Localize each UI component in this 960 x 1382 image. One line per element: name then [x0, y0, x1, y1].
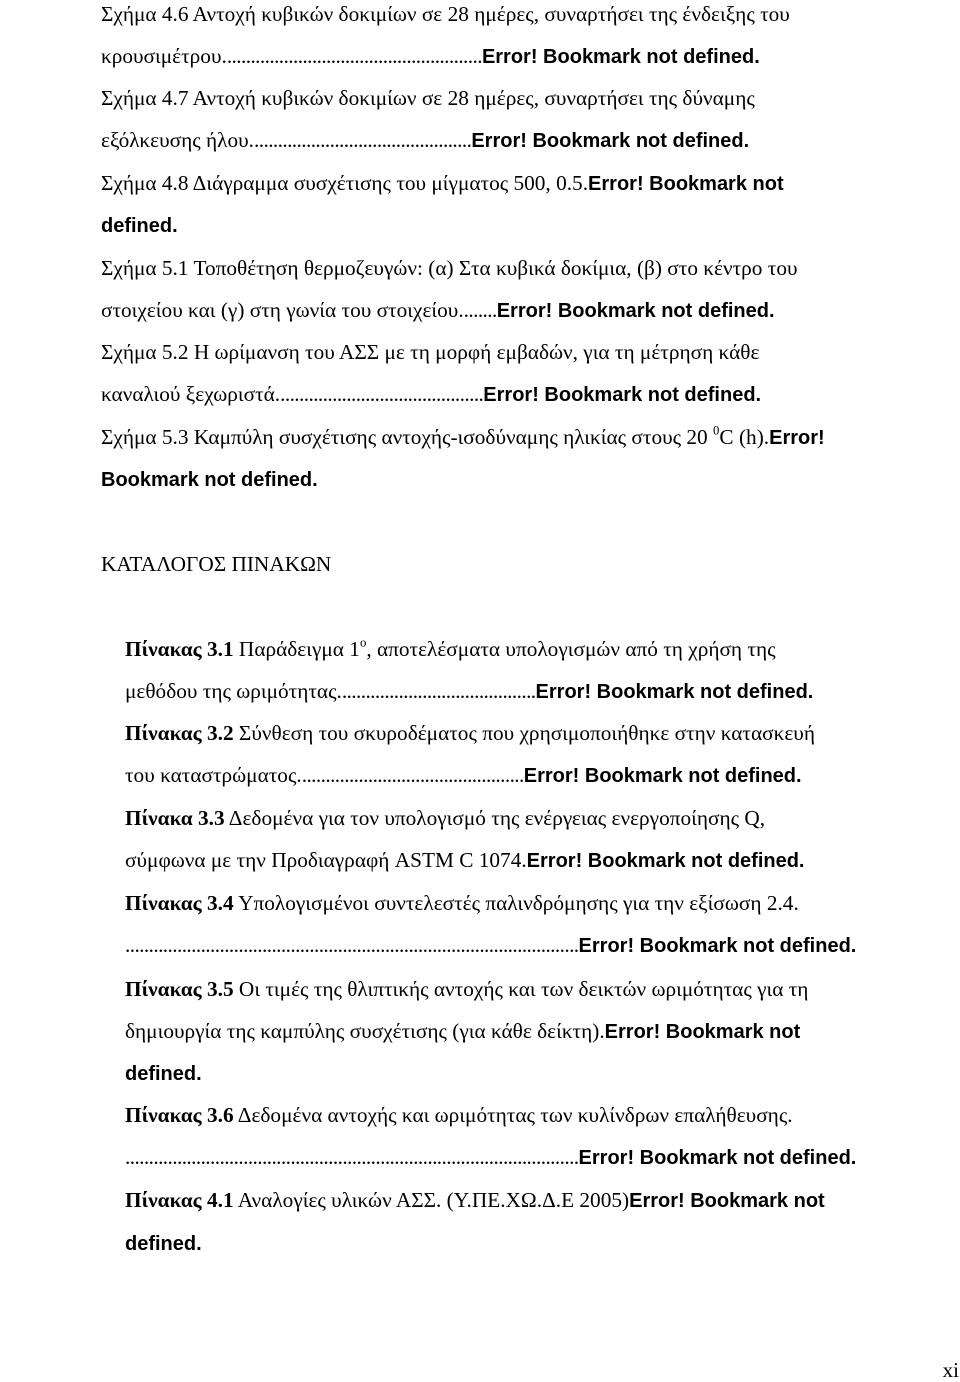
table-entry-3-5-line2: δημιουργία της καμπύλης συσχέτισης (για κάθε δείκτη).Error! Bookmark not	[125, 1019, 801, 1043]
table-entry-3-1-line2: μεθόδου της ωριμότητας..........................................Error! Bookmark not defined.	[125, 679, 814, 703]
error-bookmark: Error! Bookmark not	[629, 1190, 825, 1212]
table-entry-3-5-line3: defined.	[125, 1063, 202, 1085]
figure-entry-5-2-line1: Σχήμα 5.2 Η ωρίμανση του ΑΣΣ με τη μορφή εμβαδών, για τη μέτρηση κάθε	[101, 340, 760, 364]
table-entry-3-4-line1: Πίνακας 3.4 Υπολογισμένοι συντελεστές παλινδρόμησης για την εξίσωση 2.4.	[125, 891, 799, 915]
figure-entry-4-8-line1: Σχήμα 4.8 Διάγραμμα συσχέτισης του μίγματος 500, 0.5.Error! Bookmark not	[101, 171, 784, 195]
figure-entry-4-8-line2: defined.	[101, 215, 178, 237]
error-bookmark: Error! Bookmark not defined.	[578, 935, 857, 957]
figure-entry-4-7-line2: εξόλκευσης ήλου...............................................Error! Bookmark not defined.	[101, 128, 750, 152]
figure-entry-4-7-line1: Σχήμα 4.7 Αντοχή κυβικών δοκιμίων σε 28 ημέρες, συναρτήσει της δύναμης	[101, 86, 755, 110]
table-entry-4-1-line1: Πίνακας 4.1 Αναλογίες υλικών ΑΣΣ. (Υ.ΠΕ.ΧΩ.Δ.Ε 2005)Error! Bookmark not	[125, 1188, 825, 1212]
page-number: xi	[942, 1358, 959, 1382]
error-bookmark: Error! Bookmark not defined.	[526, 850, 805, 872]
error-bookmark: Error!	[769, 427, 825, 449]
error-bookmark: Error! Bookmark not defined.	[483, 384, 762, 406]
figure-entry-5-3-line2: Bookmark not defined.	[101, 469, 318, 491]
error-bookmark: Error! Bookmark not defined.	[535, 681, 814, 703]
error-bookmark: Error! Bookmark not	[604, 1021, 801, 1043]
error-bookmark: Error! Bookmark not	[588, 173, 784, 195]
figure-entry-5-2-line2: καναλιού ξεχωριστά............................................Error! Bookmark not defined.	[101, 382, 762, 406]
tables-list-heading: ΚΑΤΑΛΟΓΟΣ ΠΙΝΑΚΩΝ	[101, 552, 332, 576]
figure-entry-5-1-line1: Σχήμα 5.1 Τοποθέτηση θερμοζευγών: (α) Στα κυβικά δοκίμια, (β) στο κέντρο του	[101, 256, 798, 280]
error-bookmark: Error! Bookmark not defined.	[496, 300, 775, 322]
error-bookmark: Error! Bookmark not defined.	[578, 1147, 857, 1169]
table-entry-4-1-line2: defined.	[125, 1233, 202, 1255]
table-entry-3-5-line1: Πίνακας 3.5 Οι τιμές της θλιπτικής αντοχής και των δεικτών ωριμότητας για τη	[125, 977, 809, 1001]
table-entry-3-2-line2: του καταστρώματος................................................Error! Bookmark not defined.	[125, 763, 802, 787]
table-entry-3-1-line1: Πίνακας 3.1 Παράδειγμα $1^o$, αποτελέσματα υπολογισμών από τη χρήση της	[125, 635, 776, 661]
error-bookmark: Error! Bookmark not defined.	[481, 46, 760, 68]
figure-entry-4-6-line1: Σχήμα 4.6 Αντοχή κυβικών δοκιμίων σε 28 ημέρες, συναρτήσει της ένδειξης του	[101, 2, 790, 26]
figure-entry-5-1-line2: στοιχείου και (γ) στη γωνία του στοιχείου........Error! Bookmark not defined.	[101, 298, 775, 322]
figure-entry-5-3-line1: Σχήμα 5.3 Καμπύλη συσχέτισης αντοχής-ισοδύναμης ηλικίας στους 20 $^0$C (h).Error!	[101, 423, 825, 449]
table-entry-3-3-line1: Πίνακα 3.3 Δεδομένα για τον υπολογισμό της ενέργειας ενεργοποίησης Q,	[125, 806, 766, 830]
error-bookmark: Error! Bookmark not defined.	[471, 130, 750, 152]
table-entry-3-4-line2: ................................................................................................Error! Bookmark not defined.	[125, 933, 857, 957]
error-bookmark: Error! Bookmark not defined.	[523, 765, 802, 787]
table-entry-3-6-line1: Πίνακας 3.6 Δεδομένα αντοχής και ωριμότητας των κυλίνδρων επαλήθευσης.	[125, 1103, 793, 1127]
table-entry-3-3-line2: σύμφωνα με την Προδιαγραφή ASTM C 1074.Error! Bookmark not defined.	[125, 848, 805, 872]
figure-entry-4-6-line2: κρουσιμέτρου.......................................................Error! Bookmark not defined.	[101, 44, 760, 68]
table-entry-3-6-line2: ................................................................................................Error! Bookmark not defined.	[125, 1145, 857, 1169]
table-entry-3-2-line1: Πίνακας 3.2 Σύνθεση του σκυροδέματος που χρησιμοποιήθηκε στην κατασκευή	[125, 721, 815, 745]
